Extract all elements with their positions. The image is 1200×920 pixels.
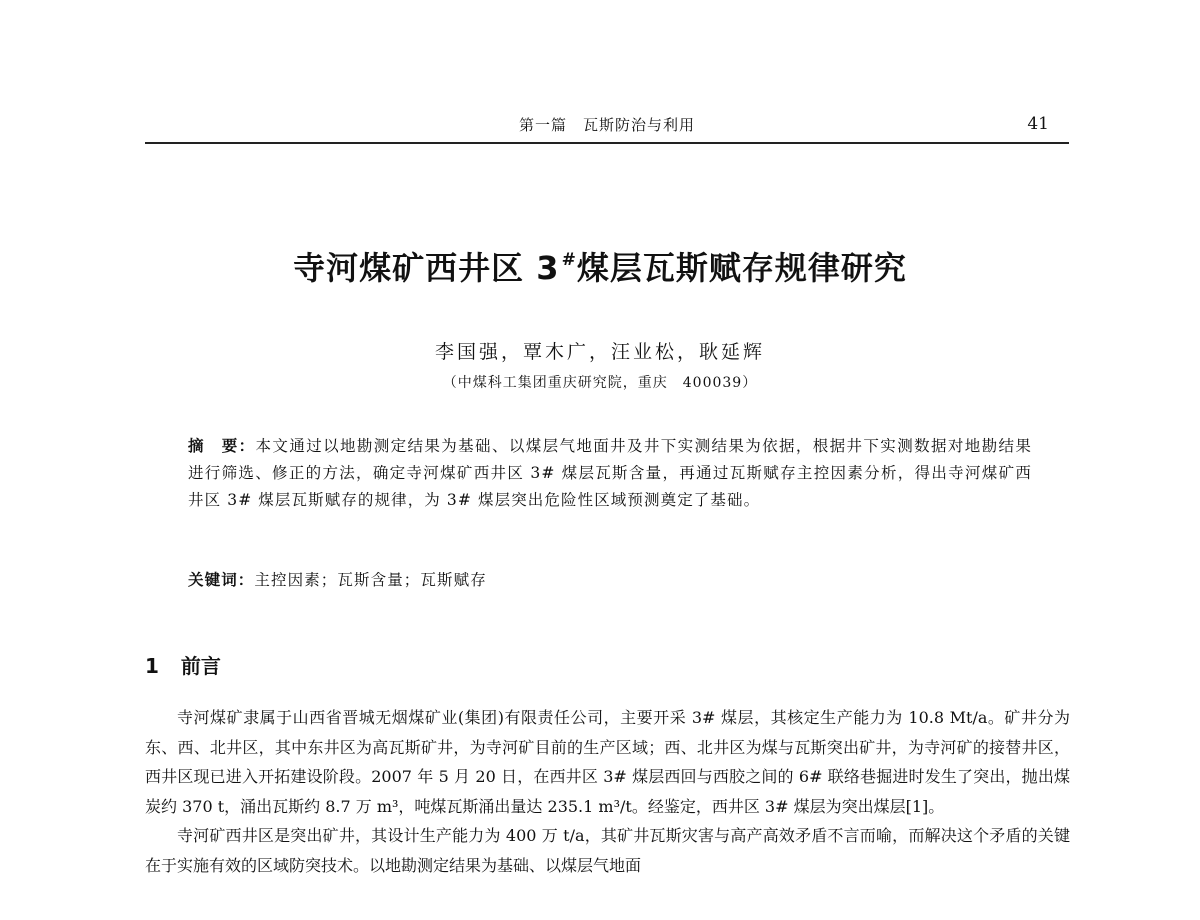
abstract-label: 摘 要：: [188, 437, 256, 455]
running-section-title: 第一篇 瓦斯防治与利用: [518, 116, 695, 134]
author-affiliation: （中煤科工集团重庆研究院，重庆 400039）: [442, 375, 758, 391]
header-rule: [145, 142, 1069, 144]
section-title: 前言: [180, 654, 221, 678]
page-number: 41: [1027, 114, 1049, 134]
keywords-label: 关键词：: [188, 571, 255, 589]
title-main: 寺河煤矿西井区 3: [293, 249, 560, 287]
running-header: [145, 112, 1069, 144]
keywords-text: 主控因素；瓦斯含量；瓦斯赋存: [254, 571, 487, 589]
paper-title: [0, 243, 1200, 289]
author-list: 李国强，覃木广，汪业松，耿延辉: [434, 341, 765, 363]
title-superscript: #: [561, 250, 577, 270]
abstract: [188, 433, 1032, 514]
section-body: [145, 703, 1070, 880]
title-rest: 煤层瓦斯赋存规律研究: [576, 249, 907, 287]
body-paragraph: 寺河矿西井区是突出矿井，其设计生产能力为 400 万 t/a，其矿井瓦斯灾害与高产高效矛盾不言而喻，而解决这个矛盾的关键在于实施有效的区域防突技术。以地勘测定结果为基础、以煤层气地面: [145, 826, 1070, 875]
abstract-text: 本文通过以地勘测定结果为基础、以煤层气地面井及井下实测结果为依据，根据井下实测数据对地勘结果进行筛选、修正的方法，确定寺河煤矿西井区 3# 煤层瓦斯含量，再通过瓦斯赋存主控因素分析，得出寺河煤矿西井区 3# 煤层瓦斯赋存的规律，为 3# 煤层突出危险性区域预测奠定了基础。: [188, 437, 1032, 509]
body-paragraph: 寺河煤矿隶属于山西省晋城无烟煤矿业(集团)有限责任公司，主要开采 3# 煤层，其核定生产能力为 10.8 Mt/a。矿井分为东、西、北井区，其中东井区为高瓦斯矿井，为寺河矿目前的生产区域；西、北井区为煤与瓦斯突出矿井，为寺河矿的接替井区，西井区现已进入开拓建设阶段。2007 年 5 月 20 日，在西井区 3# 煤层西回与西胶之间的 6# 联络巷掘进时发生了突出，抛出煤炭约 370 t，涌出瓦斯约 8.7 万 m³，吨煤瓦斯涌出量达 235.1 m³/t。经鉴定，西井区 3# 煤层为突出煤层[1]。: [145, 708, 1070, 816]
section-heading: [145, 650, 221, 679]
keywords: [188, 568, 487, 590]
section-number: 1: [145, 654, 159, 678]
